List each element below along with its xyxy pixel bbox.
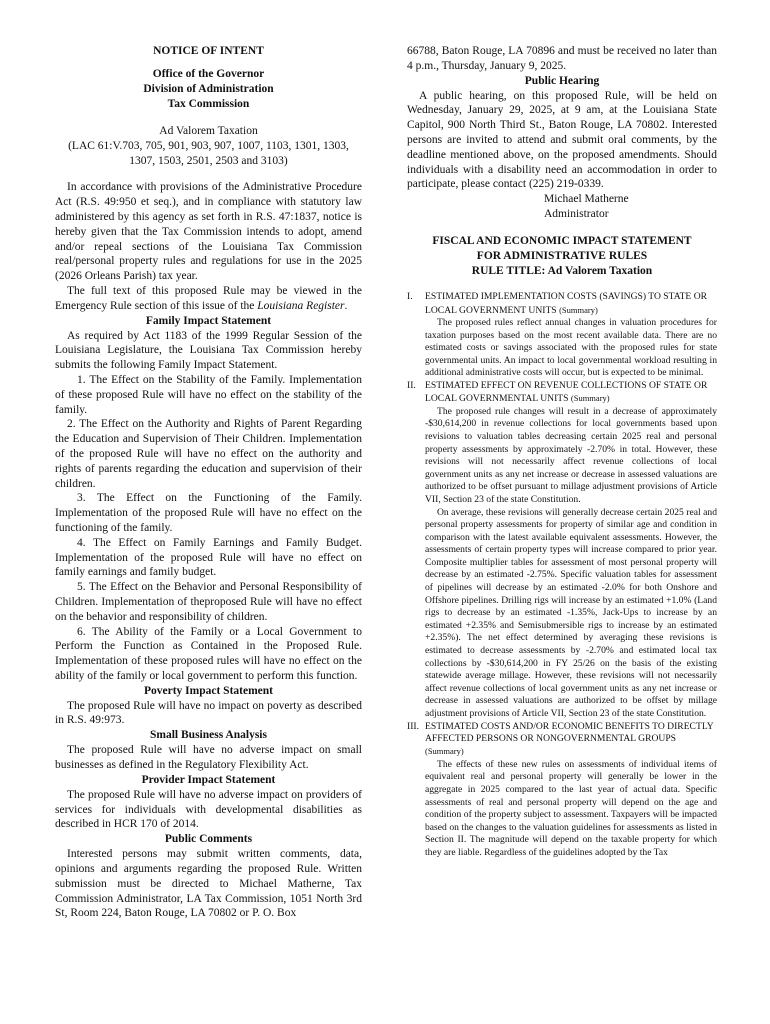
section-paragraph: On average, these revisions will generally decrease certain 2025 real and personal property assessments for property of similar age and condition in comparison with the latest available equivalent assessments. However, the assessments of certain property types will increase compared to prior year. Composite multiplier tables for assessment of most personal property will decrease by an estimated -2.75%. Specific valuation tables for assessment of pipelines will decrease by an estimated -2.0% for both Onshore and Offshore pipelines. Drilling rigs will increase by an estimated +1.0% (Land rigs to decrease by an estimated -1.35%, Jack-Ups to increase by an estimated +2.35% and Semisubmersible rigs to increase by an estimated +2.35%). The net effect determined by averaging these revisions is estimated to decrease assessments by -2.70% and estimated local tax collections by -$30,614,200 in FY 25/26 on the basis of the existing statewide average millage. However, these revisions will not necessarily affect revenue collections of local government units as any net increase or decrease in assessed valuations are authorized to be offset by millage adjustment provisions of Article VII, Section 23 of the state Constitution. (425, 506, 717, 720)
fiscal-heading-line1: FISCAL AND ECONOMIC IMPACT STATEMENT (432, 235, 692, 248)
family-impact-heading: Family Impact Statement (145, 314, 272, 327)
section-summary-label: (Summary) (570, 393, 610, 404)
signer-title: Administrator (544, 208, 609, 221)
right-column (407, 44, 717, 860)
public-comments-text: Interested persons may submit written comments, data, opinions and arguments regarding the proposed Rule. Written submission must be directed to Michael Matherne, Tax Commission Administrator, LA Tax Commission, 1051 North 3rd St, Room 224, Baton Rouge, LA 70802 or P. O. Box (55, 848, 362, 920)
intro-paragraph: In accordance with provisions of the Administrative Procedure Act (R.S. 49:950 et seq.), and in compliance with statutory law administered by this agency as set forth in R.S. 47:1837, notice is hereby given that the Tax Commission intends to adopt, amend and/or repeal sections of the Louisiana Tax Commission real/personal property rules and regulations for use in the 2025 (2026 Orleans Parish) tax year. (55, 181, 362, 283)
full-text-pre: The full text of this proposed Rule may be viewed in the Emergency Rule section of this issue of the (55, 284, 362, 312)
section-title (425, 380, 717, 406)
small-business-heading: Small Business Analysis (150, 729, 267, 742)
section-summary-label: (Summary) (425, 746, 464, 757)
section-title (425, 291, 717, 317)
family-item: 2. The Effect on the Authority and Rights of Parent Regarding the Education and Supervision of Their Children. Implementation of the proposed Rule will have no effect on the authority and rights of parents regarding the education and supervision of their children. (55, 418, 362, 490)
public-hearing-text: A public hearing, on this proposed Rule, will be held on Wednesday, January 29, 2025, at 9 am, at the Louisiana State Capitol, 900 North Third St., Baton Rouge, LA 70802. Interested persons are invited to attend and submit oral comments, by the deadline mentioned above, on the proposed amendments. Should individuals with a disability need an accommodation in order to participate, please contact (225) 219-0339. (407, 89, 717, 191)
register-name: Louisiana Register (257, 299, 345, 312)
small-business-text: The proposed Rule will have no adverse impact on small businesses as defined in the Regulatory Flexibility Act. (55, 744, 362, 772)
poverty-text: The proposed Rule will have no impact on poverty as described in R.S. 49:973. (55, 699, 362, 727)
section-summary-label: (Summary) (559, 304, 598, 315)
family-item: 3. The Effect on the Functioning of the Family. Implementation of the proposed Rule will have no effect on the functioning of the family. (55, 492, 362, 534)
comments-continued: 66788, Baton Rouge, LA 70896 and must be received no later than 4 p.m., Thursday, January 9, 2025. (407, 45, 717, 72)
notice-title: NOTICE OF INTENT (153, 45, 264, 57)
division-name: Division of Administration (143, 83, 274, 95)
family-item: 4. The Effect on Family Earnings and Family Budget. Implementation of the proposed Rule will have no effect on family earnings and family budget. (55, 536, 362, 579)
family-intro: As required by Act 1183 of the 1999 Regular Session of the Louisiana Legislature, the Louisiana Tax Commission hereby submits the following Family Impact Statement. (55, 329, 362, 372)
fiscal-heading-line2: FOR ADMINISTRATIVE RULES (476, 250, 648, 263)
section-number: I. (407, 291, 413, 303)
section-title-text: ESTIMATED EFFECT ON REVENUE COLLECTIONS OF STATE OR LOCAL GOVERNMENTAL UNITS (425, 379, 708, 405)
full-text-paragraph (55, 284, 362, 314)
signer-name: Michael Matherne (544, 193, 629, 206)
family-item: 1. The Effect on the Stability of the Family. Implementation of these proposed Rule will have no effect on the stability of the family. (55, 373, 362, 416)
provider-impact-heading: Provider Impact Statement (141, 773, 276, 786)
section-paragraph: The proposed rules reflect annual changes in valuation procedures for taxation purposes based on the most recent available data. There are no estimated costs or savings associated with the proposed rules for state governmental units. An impact to local governmental workload resulting in additional administrative costs will occur, but is expected to be minimal. (425, 316, 717, 379)
family-item: 5. The Effect on the Behavior and Personal Responsibility of Children. Implementation of theproposed Rule will have no effect on the behavior and responsibility of children. (55, 581, 362, 623)
fiscal-section-2 (407, 380, 717, 721)
subject-line: Ad Valorem Taxation (159, 125, 258, 137)
section-paragraph: The effects of these new rules on assessments of individual items of equivalent real and personal property will generally be lower in the aggregate in 2025 compared to the last year of actual data. Specific assessments of real and personal property will depend on the age and condition of the property subject to assessment. Taxpayers will be impacted based on the changes to the valuation guidelines for assessments as listed in Section II. The magnitude will depend on the taxable property for which they are liable. Regardless of the guidelines adopted by the Tax (425, 758, 717, 858)
public-comments-heading: Public Comments (164, 833, 253, 846)
lac-citation: (LAC 61:V.703, 705, 901, 903, 907, 1007, 1103, 1301, 1303, 1307, 1503, 2501, 2503 and 3103) (68, 139, 349, 167)
poverty-impact-heading: Poverty Impact Statement (143, 684, 273, 697)
section-title-text: ESTIMATED COSTS AND/OR ECONOMIC BENEFITS TO DIRECTLY AFFECTED PERSONS OR NONGOVERNMENTAL GROUPS (425, 720, 714, 745)
fiscal-section-3 (407, 721, 717, 860)
section-paragraph: The proposed rule changes will result in a decrease of approximately -$30,614,200 in revenue collections for local governments based upon revisions to valuation tables decreasing certain 2025 real and personal property assessments by approximately -2.70% in total. However, these revisions will not necessarily affect revenue collections of local government units as any net increase or decrease in assessed valuations are authorized to be offset pursuant to millage adjustment provisions of Article VII, Section 23 of the state Constitution. (425, 405, 717, 505)
commission-name: Tax Commission (167, 98, 250, 110)
section-number: III. (407, 720, 419, 732)
section-title-text: ESTIMATED IMPLEMENTATION COSTS (SAVINGS) TO STATE OR LOCAL GOVERNMENT UNITS (425, 291, 708, 316)
provider-text: The proposed Rule will have no adverse impact on providers of services for individuals with developmental disabilities as described in HCR 170 of 2014. (55, 788, 362, 831)
section-number: II. (407, 379, 416, 391)
section-title (425, 721, 717, 759)
full-text-post: . (344, 299, 348, 312)
fiscal-section-1 (407, 291, 717, 380)
rule-title: RULE TITLE: Ad Valorem Taxation (471, 265, 653, 278)
office-name: Office of the Governor (152, 68, 265, 80)
family-item: 6. The Ability of the Family or a Local Government to Perform the Function as Contained in the Proposed Rule. Implementation of these proposed rules will have no effect on the ability of the family or local government to perform this function. (55, 625, 362, 682)
public-hearing-heading: Public Hearing (524, 74, 600, 87)
left-column (55, 44, 362, 921)
